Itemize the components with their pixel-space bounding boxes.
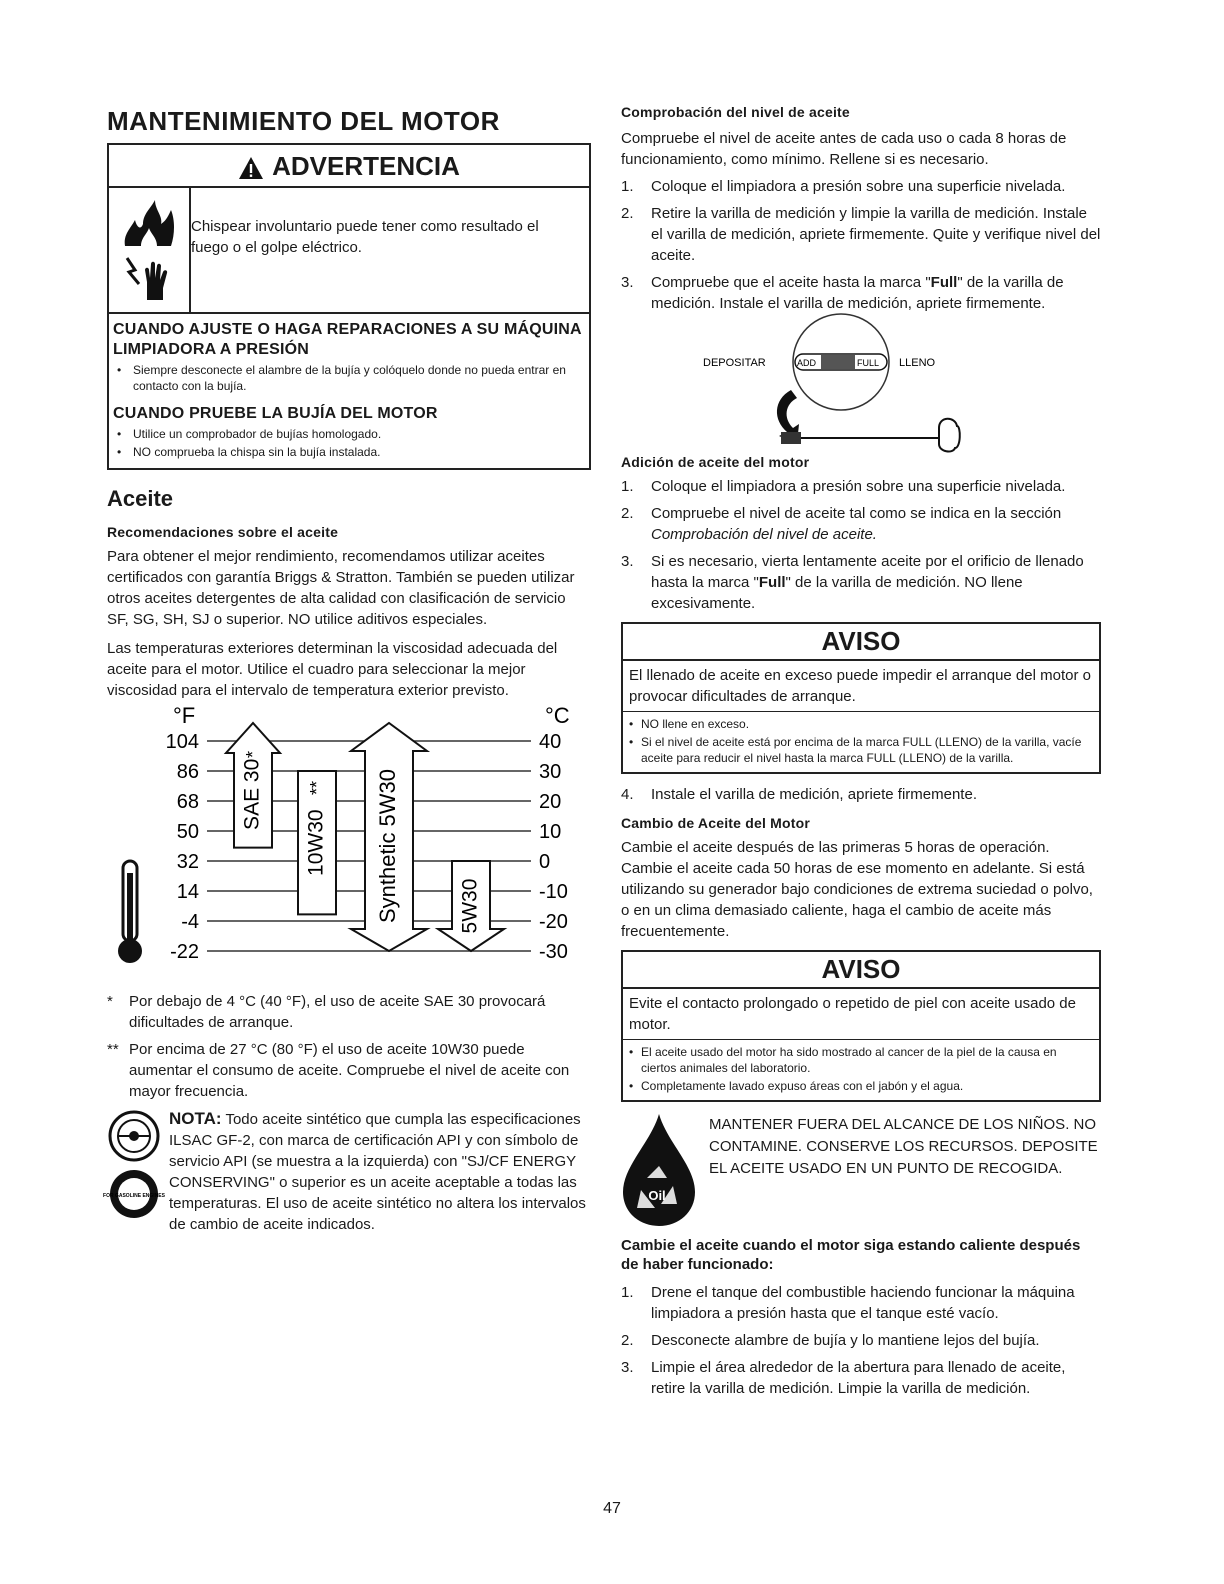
warning-header-text: ADVERTENCIA [272,151,460,181]
dipstick-add-mark: ADD [797,358,817,368]
step-number: 1. [621,178,634,195]
add-oil-title: Adición de aceite del motor [621,454,810,470]
list-item [621,1282,1101,1324]
dipstick-label-add: DEPOSITAR [703,357,766,369]
f-tick-label: 68 [176,791,199,813]
step-number: 2. [621,1332,634,1349]
warning-section2-title: CUANDO PRUEBE LA BUJÍA DEL MOTOR [113,405,438,422]
list-item: • Completamente lavado expuso áreas con el jabón y el agua. [629,1078,1093,1094]
step-text: Instale el varilla de medición, apriete firmemente. [651,786,977,803]
step-number: 3. [621,553,634,570]
f-tick-label: 14 [176,881,199,903]
warning-text: Chispear involuntario puede tener como resultado el fuego o el golpe eléctrico. [191,218,539,256]
thermometer-icon [118,861,142,963]
step-number: 3. [621,274,634,291]
warning-header [109,145,589,188]
oil-paragraph-1: Para obtener el mejor rendimiento, recomendamos utilizar aceites certificados con garantía Briggs & Stratton. También se pueden utilizar otros aceites detergentes de alta calidad con clasificación de servicio SF, SG, SH, SJ o superior. NO utilice aditivos especiales. [107,548,575,628]
note-body: Todo aceite sintético que cumpla las especificaciones ILSAC GF-2, con marca de certificación API y con símbolo de servicio API (se muestra a la izquierda) con "SJ/CF ENERGY CONSERVING" o superior es un aceite aceptable a todas las temperaturas. El uso de aceite sintético no altera los intervalos de cambio de aceite indicados. [169,1111,586,1233]
list-item: • Siempre desconecte el alambre de la bujía y colóquelo donde no pueda entrar en contacto con la bujía. [115,362,583,394]
oil-change-text: Cambie el aceite después de las primeras 5 horas de operación. Cambie el aceite cada 50 horas de ese momento en adelante. Si está utilizando su generador bajo condiciones de extrema suciedad o polvo, o en un clima demasiado caliente, haga el cambio de aceite más frecuentemente. [621,839,1093,940]
notice-header: AVISO [623,952,1099,989]
oil-icon-label: Oil [648,1188,666,1203]
dipstick-illustration [621,320,1101,450]
step-text: Coloque el limpiadora a presión sobre una superficie nivelada. [651,478,1066,495]
oil-paragraph-2: Las temperaturas exteriores determinan la viscosidad adecuada del aceite para el motor. Utilice el cuadro para seleccionar la mejor viscosidad para el intervalo de temperatura exterior previsto. [107,640,558,699]
list-item: • NO llene en exceso. [629,716,1093,732]
c-tick-label: -20 [539,911,568,933]
step-number: 2. [621,505,634,522]
step-text: Drene el tanque del combustible haciendo funcionar la máquina limpiadora a presión hasta que el tanque esté vacío. [651,1284,1075,1322]
footnote-mark: * [107,993,113,1010]
recycle-text: MANTENER FUERA DEL ALCANCE DE LOS NIÑOS. NO CONTAMINE. CONSERVE LOS RECURSOS. DEPOSITE EL ACEITE USADO EN UN PUNTO DE RECOGIDA. [709,1116,1098,1177]
right-column [621,104,1101,1405]
celsius-label: °C [545,703,570,728]
step-number: 1. [621,1284,634,1301]
list-item [621,272,1101,314]
add-oil-steps-continued [621,784,1101,805]
list-item [621,551,1101,614]
warning-message-row [109,188,589,314]
dipstick-full-mark: FULL [857,358,880,368]
page-title: MANTENIMIENTO DEL MOTOR [107,106,500,136]
list-item [621,176,1101,197]
oil-bar [438,861,504,951]
step-text: Retire la varilla de medición y limpie la varilla de medición. Instale el varilla de medición, apriete firmemente. Quite y verifique nivel del aceite. [651,205,1101,264]
add-oil-steps [621,476,1101,614]
oil-change-title: Cambio de Aceite del Motor [621,815,811,831]
f-tick-label: 86 [176,761,199,783]
oil-bar [298,771,336,914]
step-text: Desconecte alambre de bujía y lo mantiene lejos del bujía. [651,1332,1040,1349]
f-tick-label: 50 [176,821,199,843]
api-badges [103,1108,165,1235]
step-number: 2. [621,205,634,222]
footnote-mark: ** [107,1041,119,1058]
note-text [169,1108,591,1235]
step-text: Compruebe el nivel de aceite tal como se indica en la sección Comprobación del nivel de aceite. [651,505,1062,543]
hot-engine-steps [621,1282,1101,1399]
oil-recycle-icon [621,1112,697,1228]
f-tick-label: -4 [181,911,199,933]
list-item: • El aceite usado del motor ha sido mostrado al cancer de la piel de la causa en ciertos animales del laboratorio. [629,1044,1093,1076]
c-tick-label: 30 [539,761,562,783]
notice-header: AVISO [623,624,1099,661]
list-item [621,503,1101,545]
api-service-symbol-icon [108,1110,160,1162]
warning-triangle-icon [238,156,264,180]
warning-icons [109,188,191,312]
c-tick-label: -30 [539,941,568,963]
electric-shock-icon [121,252,177,302]
check-oil-intro: Compruebe el nivel de aceite antes de cada uso o cada 8 horas de funcionamiento, como mínimo. Rellene si es necesario. [621,130,1067,168]
notice-box-overfill [621,622,1101,774]
warning-section2-list [109,426,589,468]
oil-recommendations-title: Recomendaciones sobre el aceite [107,524,339,540]
oil-bar-label: SAE 30 [240,758,264,830]
recycle-notice [621,1112,1101,1228]
warning-box [107,143,591,470]
notice-box-used-oil [621,950,1101,1102]
step-text: Limpie el área alrededor de la abertura para llenado de aceite, retire la varilla de medición. Limpie la varilla de medición. [651,1359,1066,1397]
list-item [621,203,1101,266]
f-tick-label: 32 [176,851,199,873]
warning-section1-title: CUANDO AJUSTE O HAGA REPARACIONES A SU MÁQUINA LIMPIADORA A PRESIÓN [113,321,582,358]
hot-engine-title: Cambie el aceite cuando el motor siga estando caliente después de haber funcionado: [621,1237,1081,1273]
f-tick-label: 104 [165,731,199,753]
notice-body: Evite el contacto prolongado o repetido de piel con aceite usado de motor. [623,989,1099,1040]
step-number: 1. [621,478,634,495]
note-block [103,1108,591,1235]
list-item: • Utilice un comprobador de bujías homologado. [115,426,583,442]
page-number: 47 [603,1500,621,1517]
fire-icon [121,198,177,248]
c-tick-label: 20 [539,791,562,813]
api-certification-mark-icon [103,1168,165,1220]
footnote-1 [107,991,591,1033]
step-text: Compruebe que el aceite hasta la marca "Full" de la varilla de medición. Instale el varilla de medición, apriete firmemente. [651,274,1064,312]
footnote-2 [107,1039,591,1102]
left-column [103,98,591,1235]
c-tick-label: 0 [539,851,551,873]
oil-section-heading: Aceite [107,486,174,511]
notice-body: El llenado de aceite en exceso puede impedir el arranque del motor o provocar dificultades de arranque. [623,661,1099,712]
check-oil-title: Comprobación del nivel de aceite [621,104,850,120]
list-item [621,1357,1101,1399]
viscosity-chart-svg [107,701,591,991]
oil-bar-label: 10W30 [304,809,328,876]
step-number: 3. [621,1359,634,1376]
c-tick-label: -10 [539,881,568,903]
footnote-text: Por debajo de 4 °C (40 °F), el uso de aceite SAE 30 provocará dificultades de arranque. [129,993,546,1031]
notice-list [623,712,1099,772]
check-oil-steps [621,176,1101,314]
step-text: Coloque el limpiadora a presión sobre una superficie nivelada. [651,178,1066,195]
c-tick-label: 40 [539,731,562,753]
viscosity-chart [107,701,591,991]
warning-section1-list [109,362,589,394]
footnote-text: Por encima de 27 °C (80 °F) el uso de aceite 10W30 puede aumentar el consumo de aceite. Compruebe el nivel de aceite con mayor frecuencia. [129,1041,570,1100]
oil-bar-label: 5W30 [458,878,482,934]
badge-text: FOR GASOLINE ENGINES [103,1193,165,1199]
note-label: NOTA: [169,1109,222,1128]
dipstick-label-full: LLENO [899,357,936,369]
list-item [621,784,1101,805]
c-tick-label: 10 [539,821,562,843]
oil-bar-mark: ** [307,781,327,796]
step-text: Si es necesario, vierta lentamente aceite por el orificio de llenado hasta la marca "Full" de la varilla de medición. NO llene excesivamente. [651,553,1084,612]
notice-list [623,1040,1099,1100]
list-item: • NO comprueba la chispa sin la bujía instalada. [115,444,583,460]
oil-bar-mark: * [243,751,263,759]
dipstick-cap-icon [939,419,960,452]
dipstick-figure [621,320,1101,450]
list-item [621,1330,1101,1351]
list-item: • Si el nivel de aceite está por encima de la marca FULL (LLENO) de la varilla, vacíe aceite para reducir el nivel hasta la marca FULL (LLENO) de la varilla. [629,734,1093,766]
oil-bar [351,723,427,951]
list-item [621,476,1101,497]
oil-bar-label: Synthetic 5W30 [374,768,400,924]
step-number: 4. [621,786,634,803]
f-tick-label: -22 [170,941,199,963]
fahrenheit-label: °F [173,703,196,728]
